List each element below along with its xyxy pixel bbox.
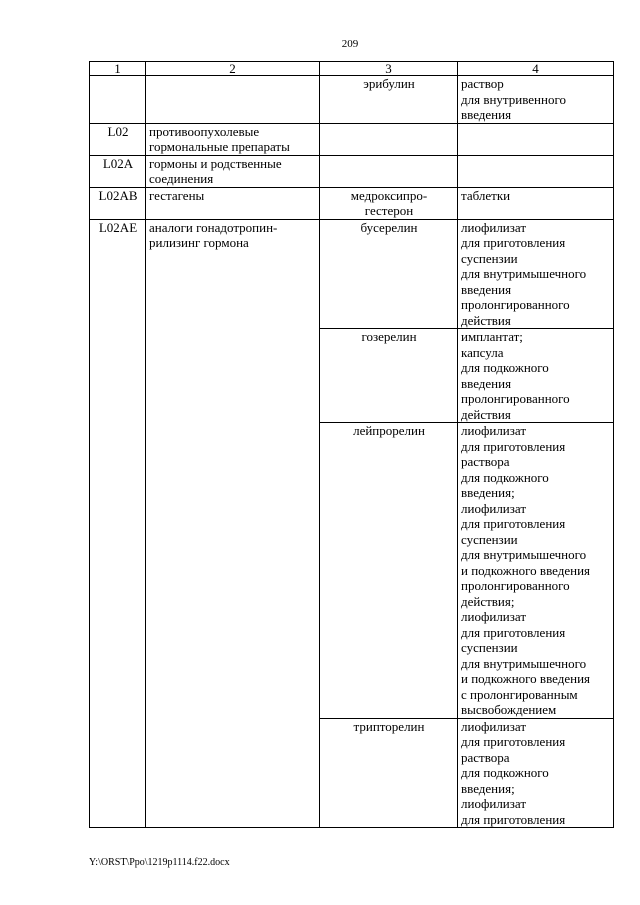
group-cell xyxy=(146,76,320,124)
header-col-1: 1 xyxy=(90,62,146,76)
header-col-4: 4 xyxy=(458,62,614,76)
group-cell: гормоны и родственные соединения xyxy=(146,155,320,187)
table-row xyxy=(90,219,614,329)
table-row xyxy=(90,76,614,124)
atc-code-cell: L02A xyxy=(90,155,146,187)
drug-table xyxy=(89,61,614,828)
table-row xyxy=(90,123,614,155)
dosage-form-cell: раствор для внутривенного введения xyxy=(458,76,614,124)
group-cell: аналоги гонадотропин- рилизинг гормона xyxy=(146,219,320,828)
table-row xyxy=(90,155,614,187)
drug-name-cell: эрибулин xyxy=(320,76,458,124)
document-file-path: Y:\ORST\Ppo\1219p1114.f22.docx xyxy=(89,857,230,868)
page-number: 209 xyxy=(341,38,359,50)
dosage-form-cell: лиофилизат для приготовления раствора для подкожного введения; лиофилизат для приготовления суспензии для внутримышечного и подкожного введения пролонгированного действия; лиофилизат для приготовления суспензии для внутримышечного и подкожного введения с пролонгированным высвобождением xyxy=(458,423,614,719)
atc-code-cell: L02AE xyxy=(90,219,146,828)
atc-code-cell: L02AB xyxy=(90,187,146,219)
atc-code-cell: L02 xyxy=(90,123,146,155)
drug-name-cell: медроксипро- гестерон xyxy=(320,187,458,219)
drug-name-cell: гозерелин xyxy=(320,329,458,423)
header-col-3: 3 xyxy=(320,62,458,76)
dosage-form-cell: лиофилизат для приготовления раствора для подкожного введения; лиофилизат для приготовления xyxy=(458,718,614,828)
table-header-row xyxy=(90,62,614,76)
drug-name-cell: трипторелин xyxy=(320,718,458,828)
header-col-2: 2 xyxy=(146,62,320,76)
group-cell: гестагены xyxy=(146,187,320,219)
drug-name-cell xyxy=(320,155,458,187)
table-row xyxy=(90,187,614,219)
dosage-form-cell xyxy=(458,123,614,155)
dosage-form-cell: имплантат; капсула для подкожного введения пролонгированного действия xyxy=(458,329,614,423)
dosage-form-cell: лиофилизат для приготовления суспензии для внутримышечного введения пролонгированного действия xyxy=(458,219,614,329)
atc-code-cell xyxy=(90,76,146,124)
drug-name-cell xyxy=(320,123,458,155)
drug-name-cell: лейпрорелин xyxy=(320,423,458,719)
dosage-form-cell: таблетки xyxy=(458,187,614,219)
group-cell: противоопухолевые гормональные препараты xyxy=(146,123,320,155)
dosage-form-cell xyxy=(458,155,614,187)
drug-name-cell: бусерелин xyxy=(320,219,458,329)
